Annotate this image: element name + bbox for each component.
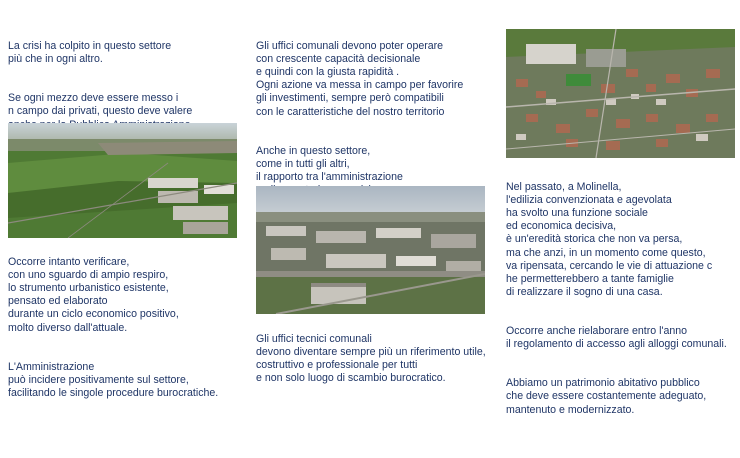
col1-paragraph-4: L'Amministrazione può incidere positivamente sul settore, facilitando le singole procedure burocratiche. <box>8 360 219 399</box>
col1-paragraph-2: Se ogni mezzo deve essere messo i n campo dai privati, questo deve valere <box>8 92 193 118</box>
col2-paragraph-1: Gli uffici comunali devono poter operare con crescente capacità decisionale e quindi con la giusta rapidità . Ogni azione va messa in campo per favorire gli investimenti, sempre però compatibili con le caratteristiche del nostro territorio <box>256 40 464 118</box>
col1-paragraph-1: La crisi ha colpito in questo settore più che in ogni altro. <box>8 40 172 66</box>
col3-paragraph-1: Nel passato, a Molinella, l'edilizia convenzionata e agevolata ha svolto una funzione sociale ed economica decisiva, è un'eredità storica che non va persa, ma che anzi, in un momento come questo, va ripensata, cercando le vie di attuazione c he permetterebbero a tante famiglie di realizzare il sogno di una casa. <box>506 181 713 298</box>
column-2-lower <box>256 320 496 399</box>
col3-paragraph-3: Abbiamo un patrimonio abitativo pubblico che deve essere costantemente adeguato, mantenuto e modernizzato. <box>506 377 707 416</box>
photo-residential-town-aerial <box>506 29 735 158</box>
col2-paragraph-3: Gli uffici tecnici comunali devono diventare sempre più un riferimento utile, costruttivo e professionale per tutti e non solo luogo di scambio burocratico. <box>256 333 486 385</box>
column-3 <box>506 168 738 430</box>
photo-industrial-area-aerial <box>8 123 237 238</box>
col2-paragraph-2: Anche in questo settore, come in tutti gli altri, il rapporto tra l'amministrazione <box>256 144 403 183</box>
col1-paragraph-3: Occorre intanto verificare, con uno sguardo di ampio respiro, lo strumento urbanistico esistente, pensato ed elaborato durante un ciclo economico positivo, molto diverso dall'attuale. <box>8 256 179 334</box>
photo-industrial-zone-aerial <box>256 186 485 314</box>
col3-paragraph-2: Occorre anche rielaborare entro l'anno il regolamento di accesso agli alloggi comunali. <box>506 325 727 351</box>
column-1-lower <box>8 243 243 413</box>
